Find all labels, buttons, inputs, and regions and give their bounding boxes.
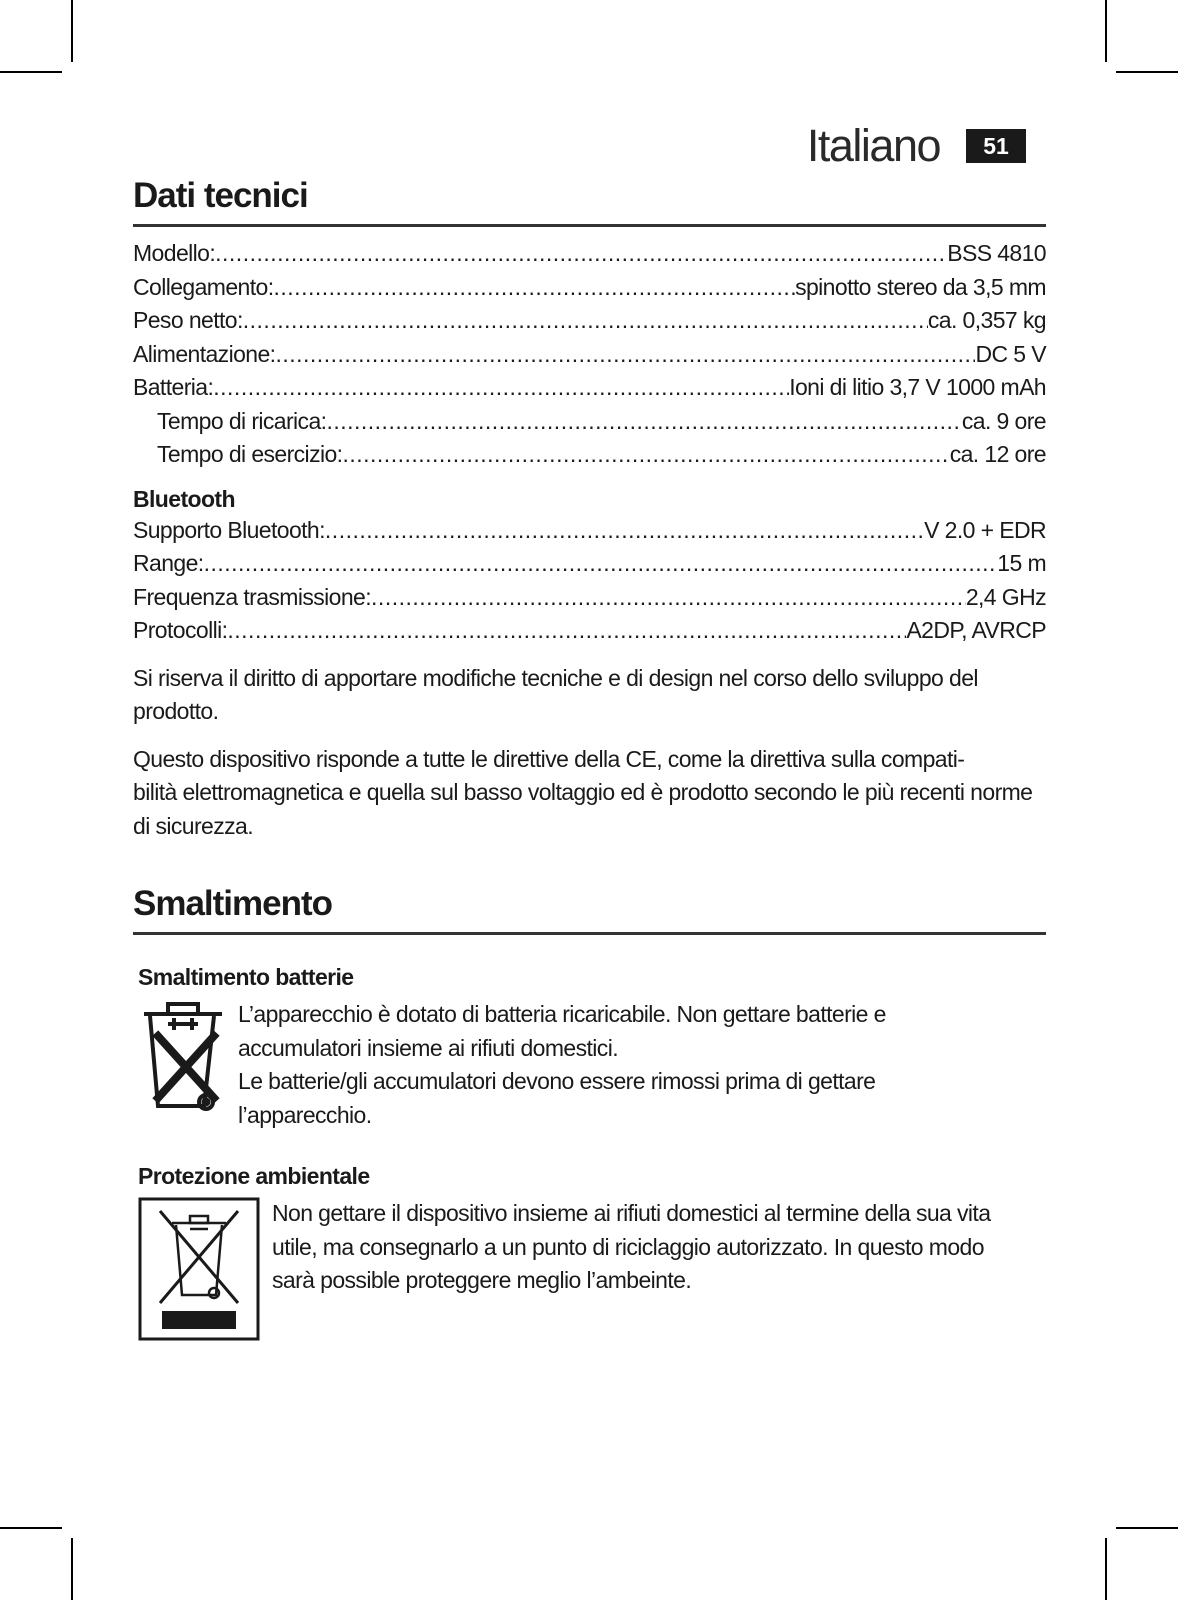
crop-mark bbox=[71, 0, 73, 62]
spec-row bbox=[133, 438, 1046, 472]
spec-label: Range: bbox=[133, 550, 204, 576]
spec-value: DC 5 V bbox=[975, 340, 1046, 367]
spec-value: ca. 12 ore bbox=[949, 441, 1046, 467]
dot-leader bbox=[371, 581, 966, 615]
ce-note-line-1: Questo dispositivo risponde a tutte le direttive della CE, come la direttiva sulla compati- bbox=[133, 745, 965, 772]
spec-value: BSS 4810 bbox=[947, 240, 1046, 266]
spec-row bbox=[133, 581, 1046, 615]
spec-label: Modello: bbox=[133, 240, 216, 266]
crop-mark bbox=[0, 1527, 62, 1529]
spec-label: Alimentazione: bbox=[133, 340, 276, 367]
spec-value: V 2.0 + EDR bbox=[924, 516, 1046, 543]
design-change-note: Si riserva il diritto di apportare modifiche tecniche e di design nel corso dello sviluppo del prodotto. bbox=[133, 664, 978, 724]
dot-leader bbox=[275, 338, 975, 372]
spec-value: 2,4 GHz bbox=[965, 583, 1046, 610]
crop-mark bbox=[1116, 1527, 1178, 1529]
spec-row bbox=[133, 304, 1046, 338]
battery-disposal-body bbox=[138, 998, 1046, 1132]
spec-value: Ioni di litio 3,7 V 1000 mAh bbox=[789, 374, 1046, 400]
spec-row bbox=[133, 338, 1046, 372]
disposal-section bbox=[133, 884, 1046, 935]
environment-protection-body bbox=[138, 1197, 1046, 1341]
dot-leader bbox=[243, 304, 928, 338]
spec-row bbox=[133, 237, 1046, 271]
tech-data-title: Dati tecnici bbox=[133, 176, 1046, 227]
language-title: Italiano bbox=[806, 120, 940, 171]
dot-leader bbox=[204, 547, 998, 581]
dot-leader bbox=[342, 438, 949, 472]
spec-label: Frequenza trasmissione: bbox=[133, 583, 372, 610]
spec-label: Tempo di esercizio: bbox=[157, 441, 343, 467]
dot-leader bbox=[213, 371, 789, 405]
crop-mark bbox=[0, 71, 62, 73]
spec-value: ca. 0,357 kg bbox=[927, 307, 1046, 333]
spec-row bbox=[133, 371, 1046, 405]
crop-mark bbox=[1105, 1538, 1107, 1600]
spec-list bbox=[133, 237, 1046, 472]
environment-protection-heading: Protezione ambientale bbox=[138, 1163, 370, 1189]
crop-mark bbox=[71, 1538, 73, 1600]
dot-leader bbox=[274, 271, 796, 305]
dot-leader bbox=[325, 514, 924, 548]
dot-leader bbox=[326, 405, 961, 439]
page-header bbox=[807, 120, 1026, 172]
dot-leader bbox=[215, 237, 947, 271]
bluetooth-spec-list bbox=[133, 514, 1046, 648]
spec-value: 15 m bbox=[997, 550, 1046, 576]
weee-symbol-icon bbox=[138, 1197, 272, 1341]
environment-text: Non gettare il dispositivo insieme ai rifiuti domestici al termine della sua vita utile, ma consegnarlo a un punto di riciclaggio autorizzato. In questo modo sarà possible proteggere meglio l’ambeinte. bbox=[272, 1200, 991, 1293]
spec-row bbox=[133, 547, 1046, 581]
environment-protection-text bbox=[272, 1197, 1032, 1298]
spec-row bbox=[133, 405, 1046, 439]
bluetooth-heading: Bluetooth bbox=[133, 485, 235, 512]
battery-disposal-text bbox=[238, 998, 938, 1132]
ce-compliance-note bbox=[133, 743, 1046, 844]
spec-value: A2DP, AVRCP bbox=[906, 617, 1046, 643]
battery-text-1: L’apparecchio è dotato di batteria ricaricabile. Non gettare batterie e accumulatori insieme ai rifiuti domestici. bbox=[238, 1001, 886, 1061]
spec-row bbox=[133, 614, 1046, 648]
battery-disposal-heading: Smaltimento batterie bbox=[138, 964, 354, 990]
spec-label: Peso netto: bbox=[133, 307, 243, 333]
spec-label: Supporto Bluetooth: bbox=[133, 516, 325, 543]
environment-protection-block bbox=[138, 1161, 1046, 1341]
spec-label: Protocolli: bbox=[133, 617, 228, 643]
page-number-badge: 51 bbox=[966, 129, 1026, 163]
tech-data-section bbox=[133, 176, 1046, 843]
dot-leader bbox=[227, 614, 906, 648]
spec-label: Collegamento: bbox=[133, 273, 274, 300]
crossed-bin-icon bbox=[138, 998, 238, 1114]
spec-label: Tempo di ricarica: bbox=[157, 407, 327, 434]
battery-disposal-block bbox=[138, 962, 1046, 1132]
battery-text-2: Le batterie/gli accumulatori devono essere rimossi prima di gettare l’apparecchio. bbox=[238, 1068, 876, 1128]
spec-label: Batteria: bbox=[133, 374, 214, 400]
crop-mark bbox=[1105, 0, 1107, 62]
disposal-title: Smaltimento bbox=[133, 884, 1046, 935]
crop-mark bbox=[1116, 71, 1178, 73]
spec-value: ca. 9 ore bbox=[961, 407, 1046, 434]
ce-note-line-2: bilità elettromagnetica e quella sul basso voltaggio ed è prodotto secondo le più recenti norme di sicurezza. bbox=[133, 779, 1033, 839]
spec-value: spinotto stereo da 3,5 mm bbox=[795, 273, 1046, 300]
spec-row bbox=[133, 514, 1046, 548]
spec-row bbox=[133, 271, 1046, 305]
